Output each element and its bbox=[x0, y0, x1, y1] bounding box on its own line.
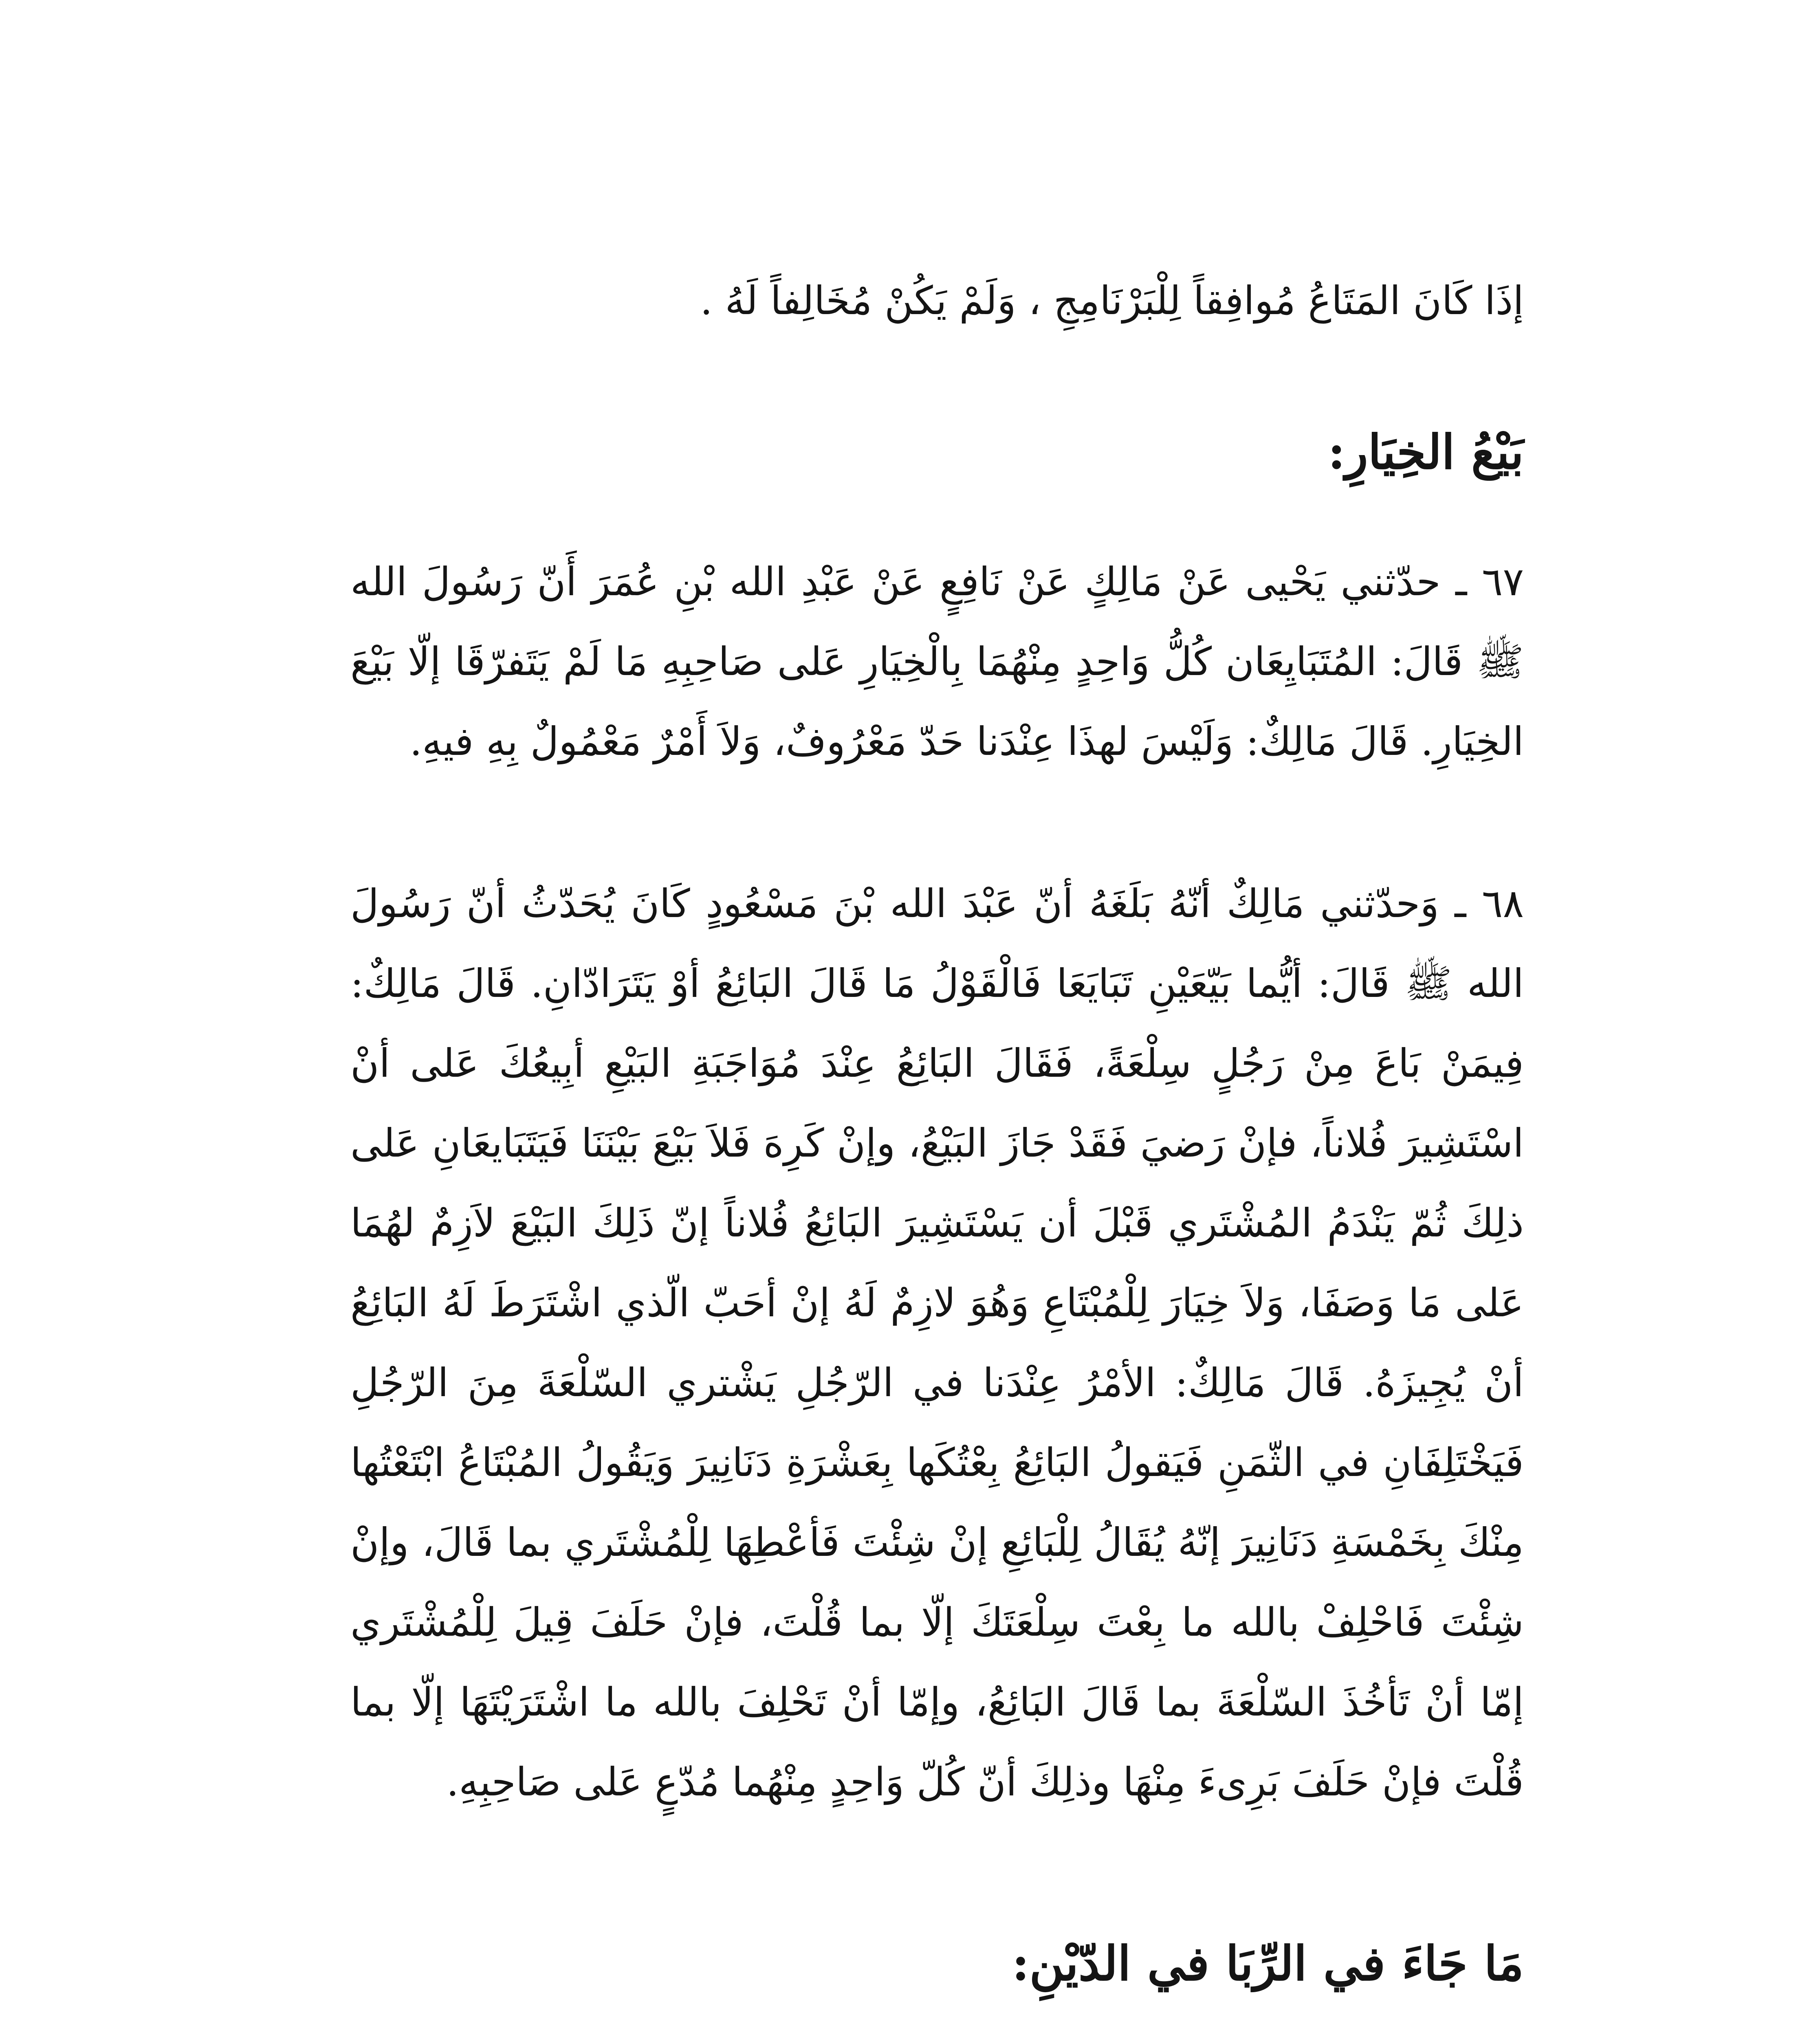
hadith-68-paragraph: ٦٨ ـ وَحدّثني مَالِكٌ أنّهُ بَلَغَهُ أنّ عَبْدَ الله بْنَ مَسْعُودٍ كَانَ يُحَدّثُ أنّ رَسُولَ الله ﷺ قَالَ: أيُّما بَيّعَيْنِ تَبَايَعَا فَالْقَوْلُ مَا قَالَ البَائِعُ أوْ يَتَرَادّانِ. قَالَ مَالِكٌ: فِيمَنْ بَاعَ مِنْ رَجُلٍ سِلْعَةً، فَقَالَ البَائِعُ عِنْدَ مُوَاجَبَةِ البَيْعِ أبِيعُكَ عَلى أنْ اسْتَشِيرَ فُلاناً، فإنْ رَضيَ فَقَدْ جَازَ البَيْعُ، وإنْ كَرِهَ فَلاَ بَيْعَ بَيْنَنَا فَيَتَبَايعَانِ عَلى ذلِكَ ثُمّ يَنْدَمُ المُشْتَري قَبْلَ أن يَسْتَشِيرَ البَائِعُ فُلاناً إنّ ذَلِكَ البَيْعَ لاَزِمٌ لهُمَا عَلى مَا وَصَفَا، وَلاَ خِيَارَ لِلْمُبْتَاعِ وَهُوَ لازِمٌ لَهُ إنْ أحَبّ الّذي اشْتَرَطَ لَهُ البَائِعُ أنْ يُجِيزَهُ. قَالَ مَالِكٌ: الأمْرُ عِنْدَنا في الرّجُلِ يَشْتري السّلْعَةَ مِنَ الرّجُلِ فَيَخْتَلِفَانِ في الثّمَنِ فَيَقولُ البَائِعُ بِعْتُكَها بِعَشْرَةِ دَنَانِيرَ وَيَقُولُ المُبْتَاعُ ابْتَعْتُها مِنْكَ بِخَمْسَةِ دَنَانِيرَ إنّهُ يُقَالُ لِلْبَائِعِ إنْ شِئْتَ فَأعْطِهَا لِلْمُشْتَري بما قَالَ، وإنْ شِئْتَ فَاحْلِفْ بالله ما بِعْتَ سِلْعَتَكَ إلّا بما قُلْتَ، فإنْ حَلَفَ قِيلَ لِلْمُشْتَري إمّا أنْ تَأخُذَ السّلْعَةَ بما قَالَ البَائِعُ، وإمّا أنْ تَحْلِفَ بالله ما اشْتَرَيْتَهَا إلّا بما قُلْتَ فإنْ حَلَفَ بَرِىءَ مِنْهَا وذلِكَ أنّ كُلّ وَاحِدٍ مِنْهُما مُدّعٍ عَلى صَاحِبِهِ. bbox=[350, 881, 1524, 1805]
intro-line: إذَا كَانَ المَتَاعُ مُوافِقاً لِلْبَرْنَامِجِ ، وَلَمْ يَكُنْ مُخَالِفاً لَهُ . bbox=[700, 278, 1524, 323]
section-heading-khiyar: بَيْعُ الخِيَارِ: bbox=[1327, 425, 1524, 480]
section-heading-riba: مَا جَاءَ في الرِّبَا في الدّيْنِ: bbox=[1012, 1936, 1524, 1991]
hadith-67-paragraph: ٦٧ ـ حدّثني يَحْيى عَنْ مَالِكٍ عَنْ نَافِعٍ عَنْ عَبْدِ الله بْنِ عُمَرَ أَنّ رَسُولَ الله ﷺ قَالَ: المُتَبَايِعَان كُلُّ وَاحِدٍ مِنْهُمَا بِالْخِيَارِ عَلى صَاحِبِهِ مَا لَمْ يَتَفرّقَا إلّا بَيْعَ الخِيَارِ. قَالَ مَالِكٌ: وَلَيْسَ لهذَا عِنْدَنا حَدّ مَعْرُوفٌ، وَلاَ أَمْرٌ مَعْمُولٌ بِهِ فيهِ. bbox=[350, 559, 1524, 764]
